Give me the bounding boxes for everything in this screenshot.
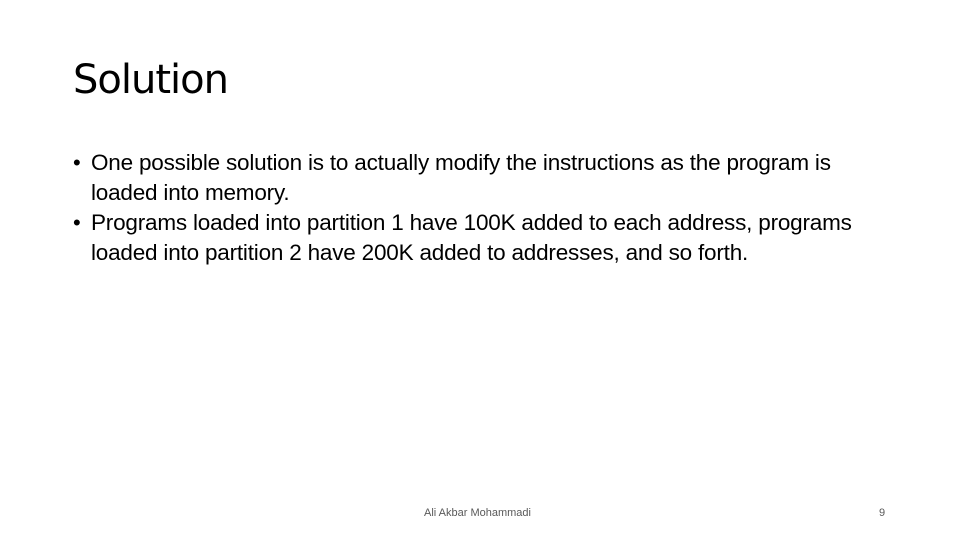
slide-title: Solution — [73, 57, 228, 103]
bullet-item — [73, 148, 873, 208]
bullet-text: Programs loaded into partition 1 have 100K added to each address, programs loaded into partition 2 have 200K added to addresses, and so forth. — [91, 210, 852, 265]
bullet-text: One possible solution is to actually modify the instructions as the program is loaded into memory. — [91, 150, 831, 205]
bullet-dot-icon: • — [73, 150, 81, 175]
page-number: 9 — [879, 507, 886, 519]
bullet-dot-icon: • — [73, 210, 81, 235]
bullet-list — [73, 148, 873, 268]
footer-author: Ali Akbar Mohammadi — [424, 507, 531, 519]
bullet-item — [73, 208, 873, 268]
